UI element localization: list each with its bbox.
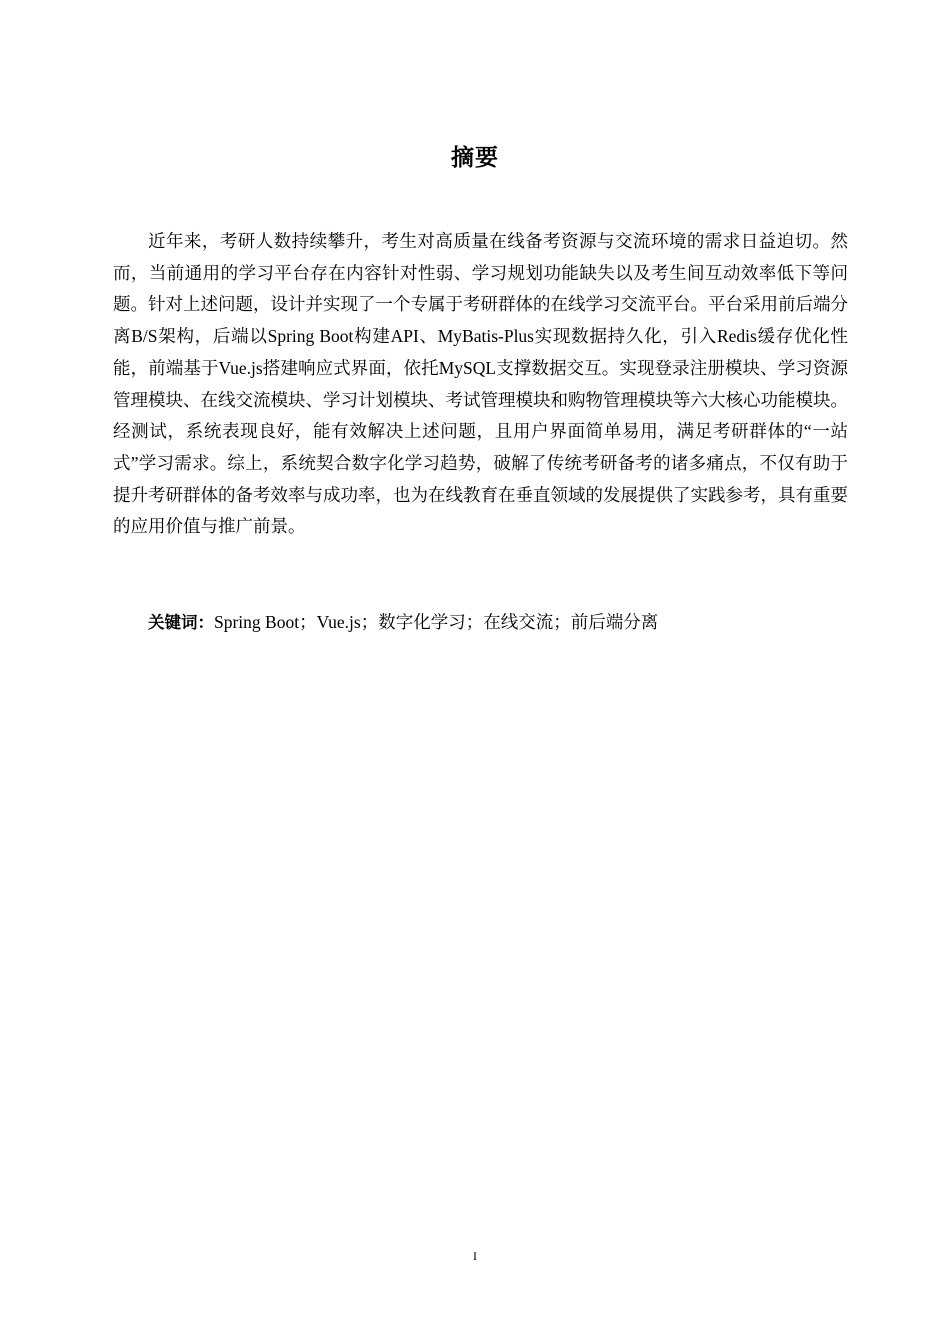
- keywords-list: Spring Boot；Vue.js；数字化学习；在线交流；前后端分离: [214, 612, 659, 632]
- abstract-body: 近年来，考研人数持续攀升，考生对高质量在线备考资源与交流环境的需求日益迫切。然而，当前通用的学习平台存在内容针对性弱、学习规划功能缺失以及考生间互动效率低下等问题。针对上述问题，设计并实现了一个专属于考研群体的在线学习交流平台。平台采用前后端分离B/S架构，后端以Spring Boot构建API、MyBatis-Plus实现数据持久化，引入Redis缓存优化性能，前端基于Vue.js搭建响应式界面，依托MySQL支撑数据交互。实现登录注册模块、学习资源管理模块、在线交流模块、学习计划模块、考试管理模块和购物管理模块等六大核心功能模块。经测试，系统表现良好，能有效解决上述问题，且用户界面简单易用，满足考研群体的“一站式”学习需求。综上，系统契合数字化学习趋势，破解了传统考研备考的诸多痛点，不仅有助于提升考研群体的备考效率与成功率，也为在线教育在垂直领域的发展提供了实践参考，具有重要的应用价值与推广前景。: [113, 231, 848, 537]
- abstract-title: 摘要: [451, 145, 499, 171]
- page-number: I: [473, 1249, 477, 1263]
- keywords-line: [148, 606, 848, 639]
- keywords-label: 关键词：: [148, 613, 214, 632]
